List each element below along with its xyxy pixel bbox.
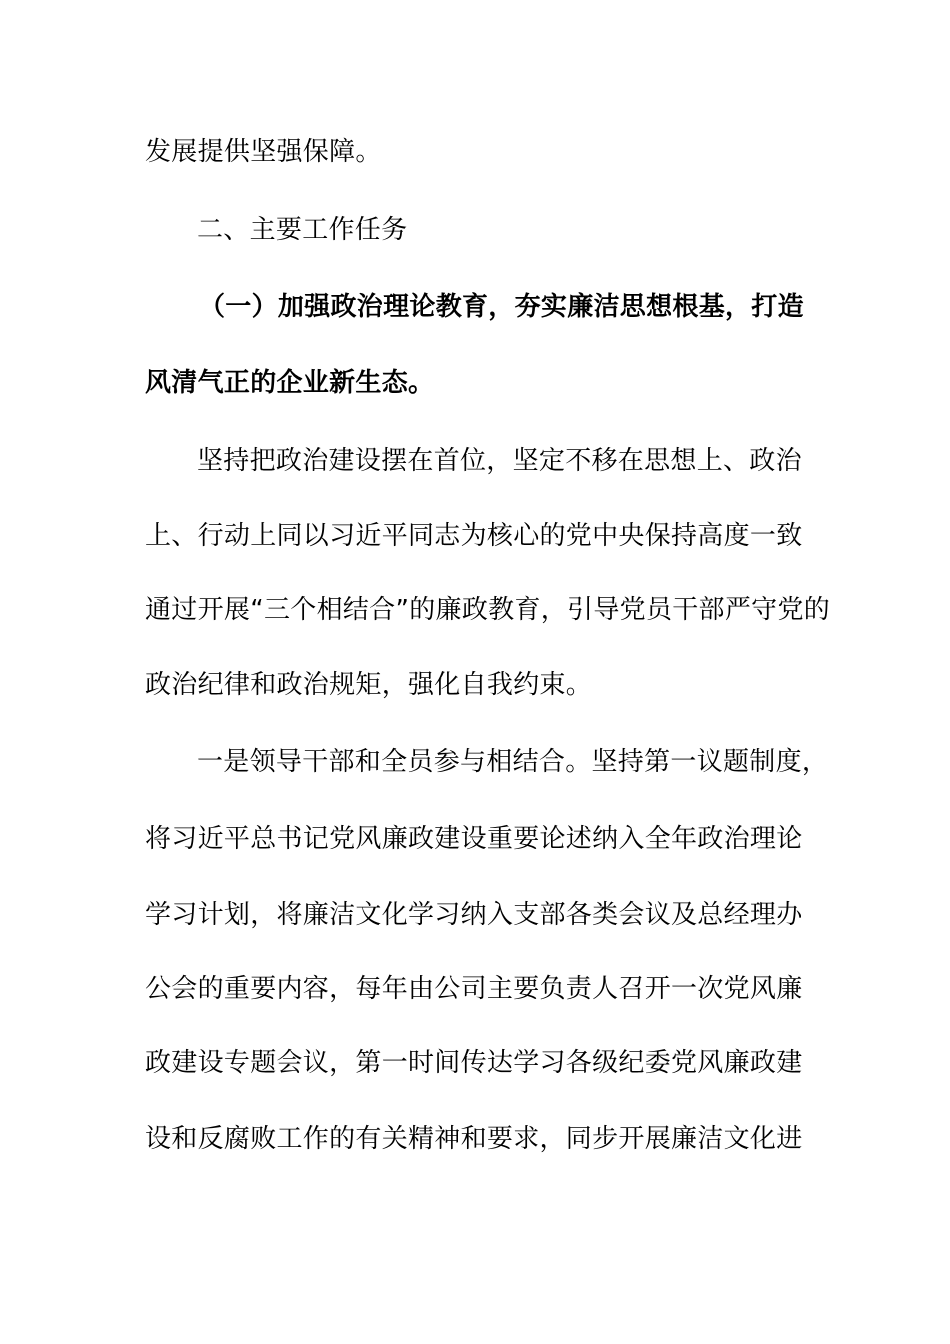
paragraph-line: 政治纪律和政治规矩，强化自我约束。 [145,670,593,700]
paragraph-line: 发展提供坚强保障。 [145,137,382,167]
paragraph-line: 一是领导干部和全员参与相结合。坚持第一议题制度， [197,747,829,777]
paragraph-line: 设和反腐败工作的有关精神和要求，同步开展廉洁文化进 [145,1124,803,1154]
section-heading: 二、主要工作任务 [197,215,408,245]
paragraph-line: 学习计划，将廉洁文化学习纳入支部各类会议及总经理办 [145,900,803,930]
paragraph-line: 将习近平总书记党风廉政建设重要论述纳入全年政治理论 [145,824,803,854]
paragraph-line: 政建设专题会议，第一时间传达学习各级纪委党风廉政建 [145,1048,803,1078]
paragraph-line: 上、行动上同以习近平同志为核心的党中央保持高度一致 [145,521,803,551]
paragraph-line: 公会的重要内容，每年由公司主要负责人召开一次党风廉 [145,974,803,1004]
paragraph-line: 通过开展“三个相结合”的廉政教育，引导党员干部严守党的 [145,595,831,625]
subsection-heading-line: （一）加强政治理论教育，夯实廉洁思想根基，打造 [199,292,804,322]
paragraph-line: 坚持把政治建设摆在首位，坚定不移在思想上、政治 [197,446,802,476]
subsection-heading-line: 风清气正的企业新生态。 [145,368,435,398]
